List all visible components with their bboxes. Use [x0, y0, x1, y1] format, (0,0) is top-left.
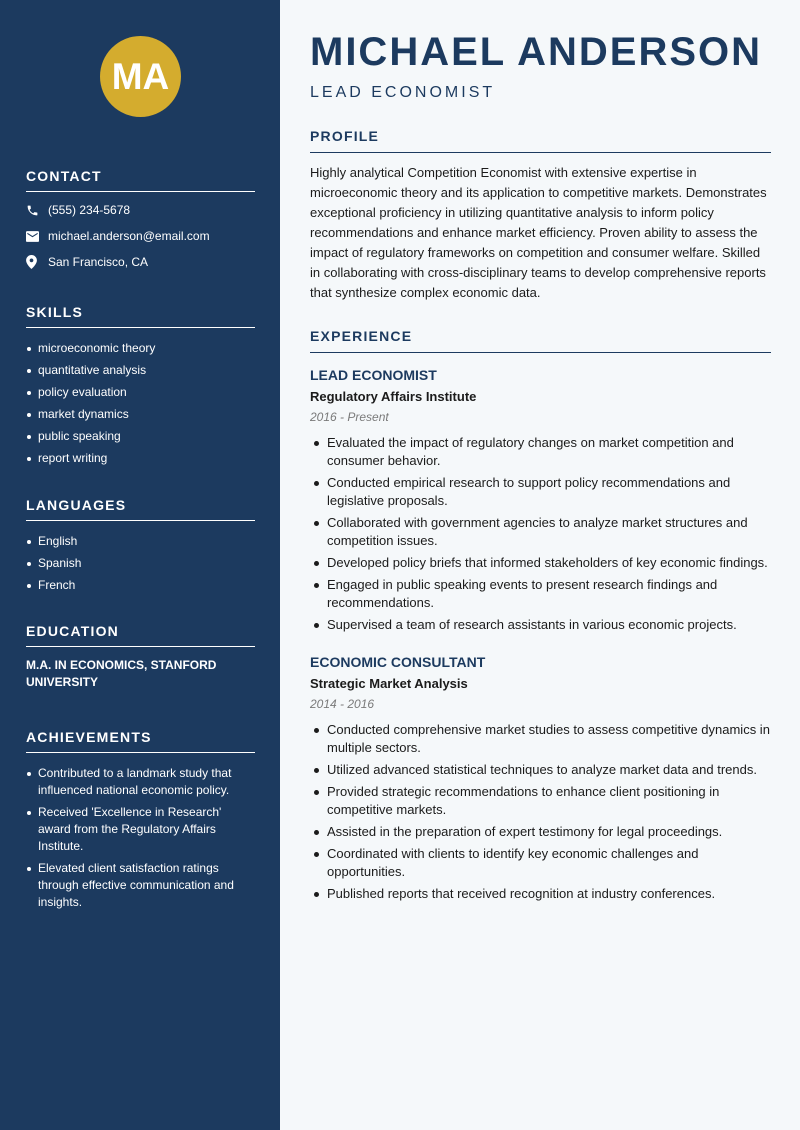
- skill-item: market dynamics: [26, 406, 255, 423]
- job-bullet: Conducted empirical research to support policy recommendations and legislative proposals.: [310, 474, 771, 510]
- contact-location-text: San Francisco, CA: [48, 255, 149, 269]
- location-pin-icon: [26, 255, 48, 269]
- sidebar: [0, 0, 280, 1130]
- job-bullets: [310, 434, 771, 634]
- profile-heading: PROFILE: [310, 128, 771, 153]
- languages-section: [26, 497, 255, 599]
- contact-email-text: michael.anderson@email.com: [48, 229, 210, 243]
- language-item: Spanish: [26, 555, 255, 572]
- contact-heading: CONTACT: [26, 168, 255, 192]
- languages-list: [26, 533, 255, 594]
- job-bullet: Evaluated the impact of regulatory changes on market competition and consumer behavior.: [310, 434, 771, 470]
- candidate-role: LEAD ECONOMIST: [310, 84, 496, 101]
- achievements-list: [26, 765, 255, 911]
- job-dates: 2016 - Present: [310, 410, 389, 424]
- contact-phone: [26, 200, 255, 220]
- skills-heading: SKILLS: [26, 304, 255, 328]
- job-bullet: Provided strategic recommendations to enhance client positioning in competitive markets.: [310, 783, 771, 819]
- language-item: English: [26, 533, 255, 550]
- skill-item: policy evaluation: [26, 384, 255, 401]
- phone-icon: [26, 204, 48, 217]
- skill-item: microeconomic theory: [26, 340, 255, 357]
- job-entry: [310, 653, 771, 907]
- skill-item: public speaking: [26, 428, 255, 445]
- job-title: ECONOMIC CONSULTANT: [310, 654, 486, 670]
- candidate-name: MICHAEL ANDERSON: [310, 30, 763, 74]
- contact-email: [26, 226, 255, 246]
- achievements-heading: ACHIEVEMENTS: [26, 729, 255, 753]
- skills-section: [26, 304, 255, 472]
- contact-location: [26, 252, 255, 272]
- language-item: French: [26, 577, 255, 594]
- profile-text: Highly analytical Competition Economist with extensive expertise in microeconomic theory and its application to competitive markets. Demonstrates exceptional proficiency in utilizing quantitative analysis to inform policy recommendations and enhance market efficiency. Proven ability to assess the impact of regulatory frameworks on competition and consumer welfare. Skilled in collaborating with cross-disciplinary teams to develop comprehensive reports that synthesize complex economic data.: [310, 165, 767, 300]
- achievement-item: Received 'Excellence in Research' award from the Regulatory Affairs Institute.: [26, 804, 255, 855]
- contact-phone-text: (555) 234-5678: [48, 203, 131, 217]
- job-company: Strategic Market Analysis: [310, 676, 468, 691]
- job-bullet: Developed policy briefs that informed stakeholders of key economic findings.: [310, 554, 771, 572]
- achievements-section: [26, 729, 255, 916]
- job-title: LEAD ECONOMIST: [310, 367, 437, 383]
- email-icon: [26, 231, 48, 242]
- achievement-item: Elevated client satisfaction ratings through effective communication and insights.: [26, 860, 255, 911]
- contact-section: [26, 168, 255, 272]
- achievement-item: Contributed to a landmark study that influenced national economic policy.: [26, 765, 255, 799]
- avatar: MA: [100, 36, 181, 117]
- job-entry: [310, 366, 771, 638]
- skill-item: quantitative analysis: [26, 362, 255, 379]
- job-bullet: Published reports that received recognition at industry conferences.: [310, 885, 771, 903]
- languages-heading: LANGUAGES: [26, 497, 255, 521]
- job-bullet: Conducted comprehensive market studies to assess competitive dynamics in multiple sectors.: [310, 721, 771, 757]
- job-bullet: Coordinated with clients to identify key economic challenges and opportunities.: [310, 845, 771, 881]
- education-heading: EDUCATION: [26, 623, 255, 647]
- job-bullet: Collaborated with government agencies to analyze market structures and competition issues.: [310, 514, 771, 550]
- education-section: [26, 623, 255, 691]
- experience-heading: EXPERIENCE: [310, 328, 771, 353]
- job-bullet: Supervised a team of research assistants in various economic projects.: [310, 616, 771, 634]
- job-bullet: Utilized advanced statistical techniques to analyze market data and trends.: [310, 761, 771, 779]
- job-bullet: Assisted in the preparation of expert testimony for legal proceedings.: [310, 823, 771, 841]
- job-dates: 2014 - 2016: [310, 697, 375, 711]
- skill-item: report writing: [26, 450, 255, 467]
- job-company: Regulatory Affairs Institute: [310, 389, 477, 404]
- skills-list: [26, 340, 255, 467]
- education-degree: M.A. IN ECONOMICS, STANFORD UNIVERSITY: [26, 658, 217, 689]
- job-bullet: Engaged in public speaking events to present research findings and recommendations.: [310, 576, 771, 612]
- job-bullets: [310, 721, 771, 903]
